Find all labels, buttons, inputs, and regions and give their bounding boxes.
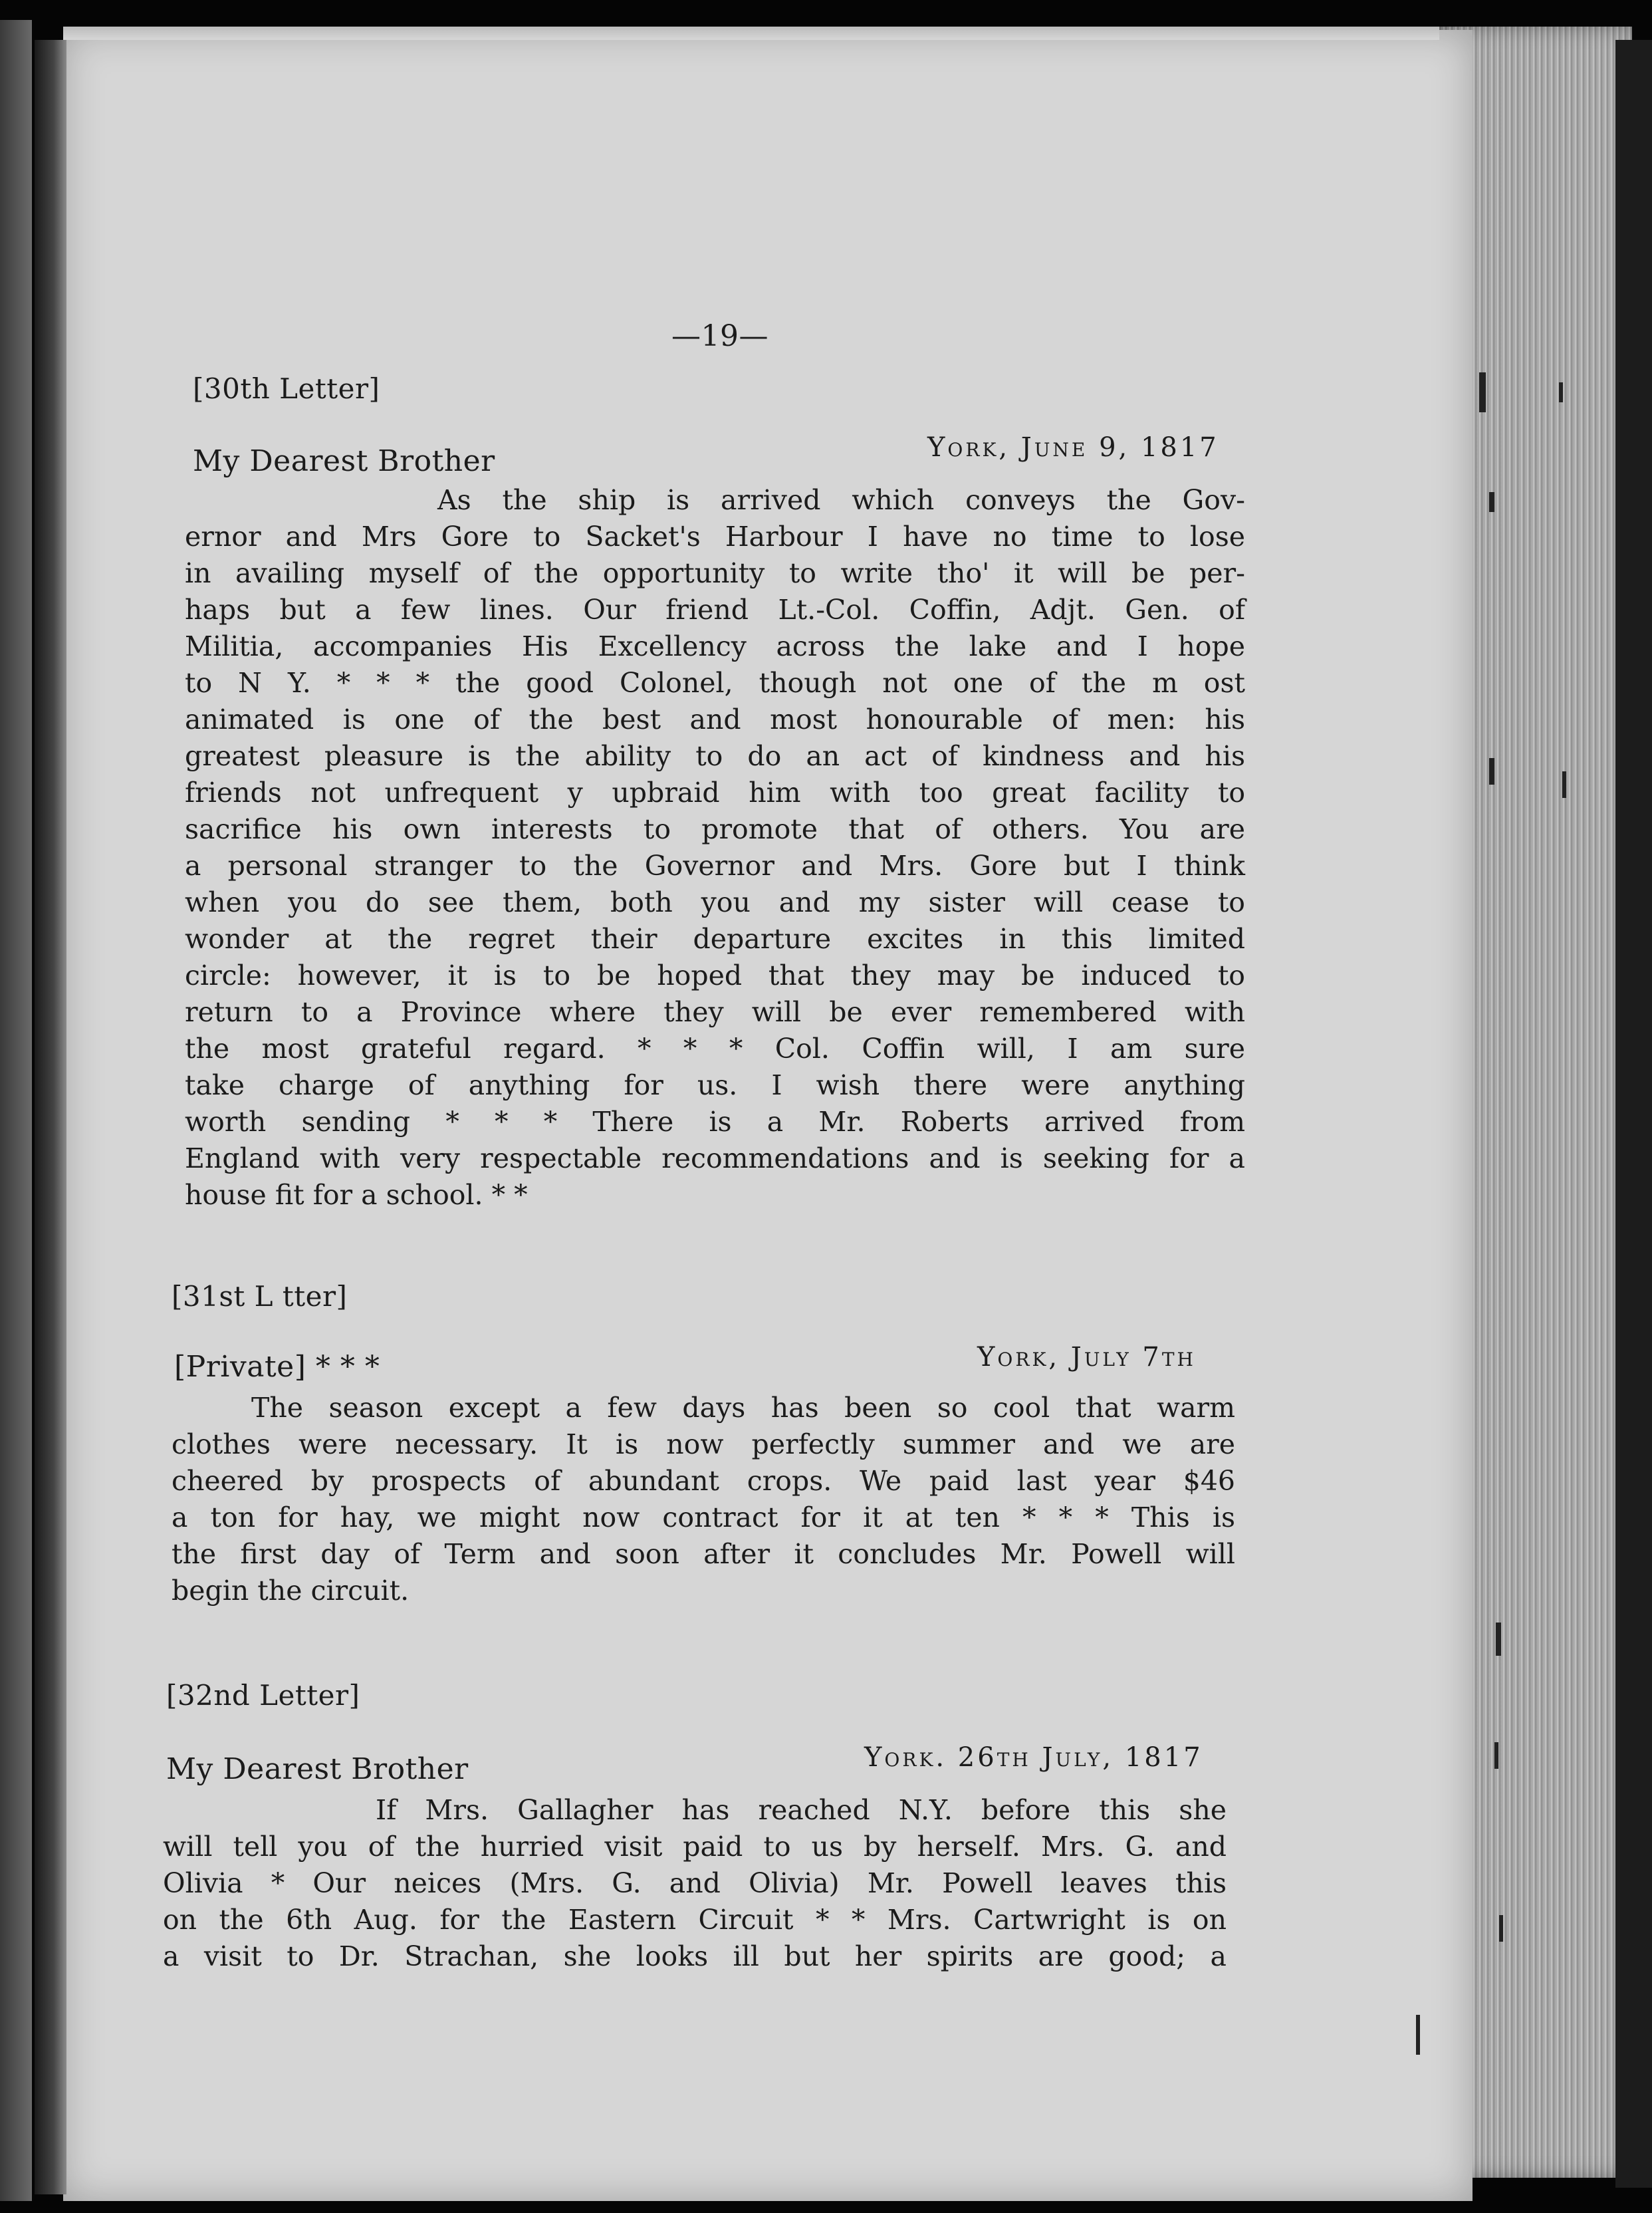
body-line: As the ship is arrived which conveys the Gov- <box>437 484 1245 516</box>
body-line: England with very respectable recommendations and is seeking for a <box>185 1142 1245 1174</box>
letter-body <box>185 482 1245 1214</box>
letter-label: [31st L tter] <box>172 1280 348 1313</box>
body-line: clothes were necessary. It is now perfectly summer and we are <box>172 1428 1235 1460</box>
body-line: ernor and Mrs Gore to Sacket's Harbour I have no time to lose <box>185 521 1245 553</box>
body-line: If Mrs. Gallagher has reached N.Y. before this she <box>376 1794 1227 1826</box>
body-line: in availing myself of the opportunity to write tho' it will be per- <box>185 557 1245 589</box>
body-line: a visit to Dr. Strachan, she looks ill but her spirits are good; a <box>163 1940 1227 1972</box>
letter-dateline: York, July 7th <box>977 1342 1196 1372</box>
letter-dateline: York. 26th July, 1817 <box>864 1742 1203 1773</box>
body-line: worth sending * * * There is a Mr. Roberts arrived from <box>185 1106 1245 1138</box>
page-number: —19— <box>671 319 768 353</box>
letter-body <box>163 1792 1227 1975</box>
body-line: animated is one of the best and most honourable of men: his <box>185 704 1245 735</box>
body-line: circle: however, it is to be hoped that they may be induced to <box>185 960 1245 991</box>
letter-salutation: [Private] * * * <box>174 1350 380 1384</box>
body-line: haps but a few lines. Our friend Lt.-Col. Coffin, Adjt. Gen. of <box>185 594 1245 626</box>
body-line: begin the circuit. <box>172 1575 410 1607</box>
body-line: to N Y. * * * the good Colonel, though not one of the m ost <box>185 667 1245 699</box>
previous-page-edge <box>0 20 32 2201</box>
letter-label: [30th Letter] <box>193 372 380 405</box>
letter-salutation: My Dearest Brother <box>166 1752 469 1786</box>
letter-dateline: York, June 9, 1817 <box>927 432 1219 463</box>
body-line: Olivia * Our neices (Mrs. G. and Olivia) Mr. Powell leaves this <box>163 1867 1227 1899</box>
body-line: a ton for hay, we might now contract for it at ten * * * This is <box>172 1501 1235 1533</box>
book-cover-edge <box>1615 40 1652 2188</box>
body-line: greatest pleasure is the ability to do an act of kindness and his <box>185 740 1245 772</box>
body-line: when you do see them, both you and my sister will cease to <box>185 886 1245 918</box>
page-top-edge <box>63 27 1439 40</box>
body-line: the most grateful regard. * * * Col. Coffin will, I am sure <box>185 1033 1245 1065</box>
edge-mark <box>1562 771 1566 798</box>
book-spine <box>35 40 66 2194</box>
body-line: the first day of Term and soon after it concludes Mr. Powell will <box>172 1538 1235 1570</box>
edge-mark <box>1496 1623 1501 1656</box>
letter-salutation: My Dearest Brother <box>193 444 495 478</box>
body-line: take charge of anything for us. I wish there were anything <box>185 1069 1245 1101</box>
body-line: The season except a few days has been so cool that warm <box>251 1392 1235 1424</box>
body-line: sacrifice his own interests to promote that of others. You are <box>185 813 1245 845</box>
edge-mark <box>1416 2015 1420 2055</box>
body-line: house fit for a school. * * <box>185 1179 528 1211</box>
body-line: Militia, accompanies His Excellency across the lake and I hope <box>185 630 1245 662</box>
body-line: on the 6th Aug. for the Eastern Circuit * * Mrs. Cartwright is on <box>163 1904 1227 1936</box>
letter-body <box>172 1390 1235 1609</box>
edge-mark <box>1479 372 1486 412</box>
edge-mark <box>1559 382 1563 402</box>
body-line: cheered by prospects of abundant crops. We paid last year $46 <box>172 1465 1235 1497</box>
body-line: a personal stranger to the Governor and Mrs. Gore but I think <box>185 850 1245 882</box>
edge-mark <box>1499 1915 1503 1942</box>
body-line: return to a Province where they will be ever remembered with <box>185 996 1245 1028</box>
body-line: wonder at the regret their departure excites in this limited <box>185 923 1245 955</box>
edge-mark <box>1489 492 1494 512</box>
letter-label: [32nd Letter] <box>166 1679 360 1712</box>
edge-mark <box>1489 758 1494 785</box>
body-line: friends not unfrequent y upbraid him with too great facility to <box>185 777 1245 809</box>
edge-mark <box>1494 1742 1498 1769</box>
body-line: will tell you of the hurried visit paid to us by herself. Mrs. G. and <box>163 1831 1227 1863</box>
